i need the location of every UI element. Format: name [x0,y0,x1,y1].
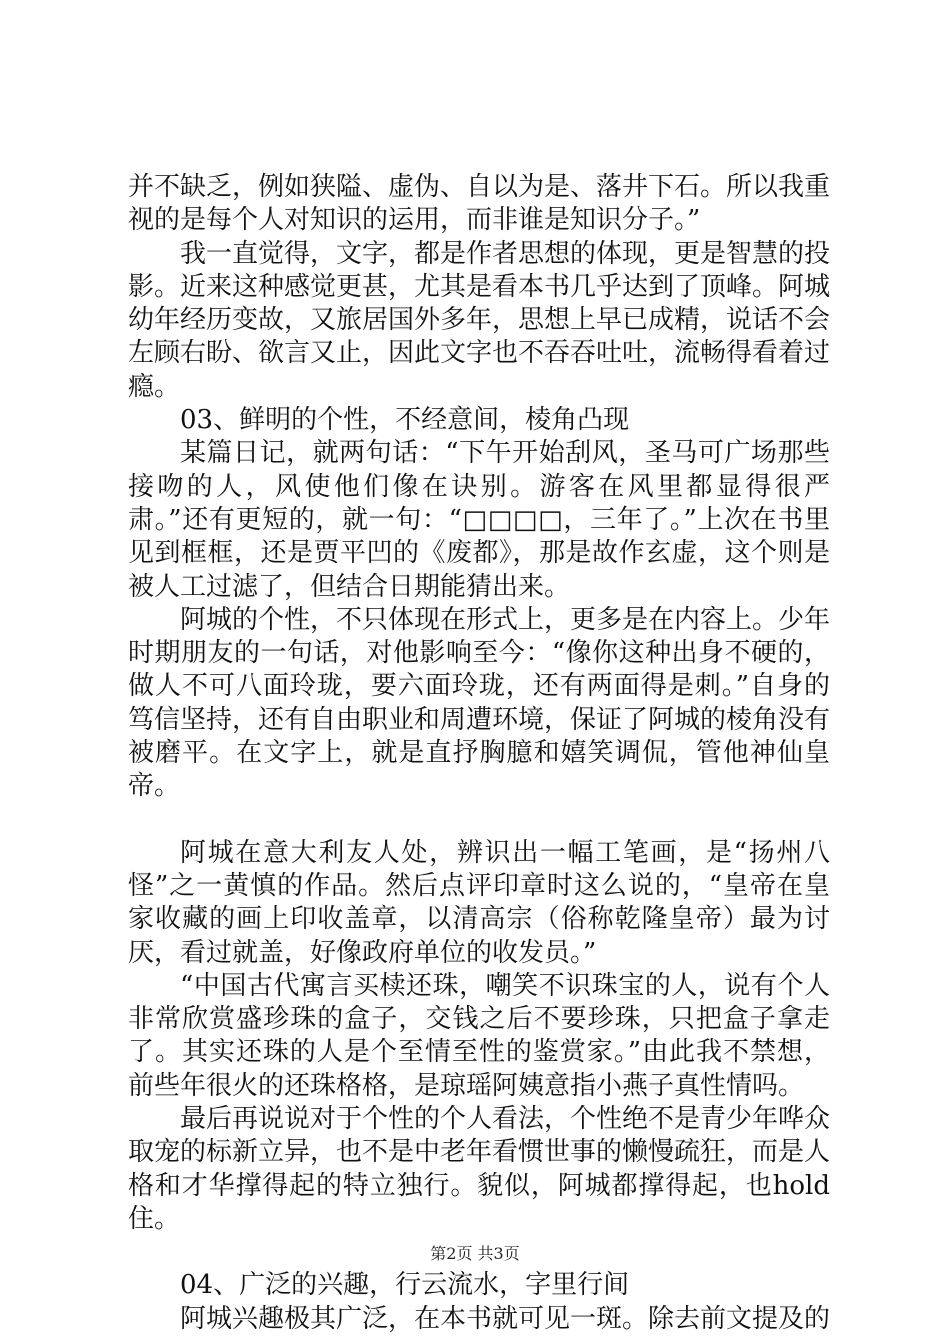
paragraph-continuation: 并不缺乏，例如狭隘、虚伪、自以为是、落井下石。所以我重视的是每个人对知识的运用，而非谁是知识分子。” [128,172,831,236]
paragraph-fable: “中国古代寓言买椟还珠，嘲笑不识珠宝的人，说有个人非常欣赏盛珍珠的盒子，交钱之后不要珍珠，只把盒子拿走了。其实还珠的人是个至情至性的鉴赏家。”由此我不禁想，前些年很火的还珠格格，是琼瑶阿姨意指小燕子真性情吗。 [128,970,830,1101]
document-body [128,171,830,1336]
paragraph-diary: 某篇日记，就两句话：“下午开始刮风，圣马可广场那些接吻的人，风使他们像在诀别。游客在风里都显得很严肃。”还有更短的，就一句：“□□□□，三年了。”上次在书里见到框框，还是贾平凹的《废都》，那是故作玄虚，这个则是被人工过滤了，但结合日期能猜出来。 [128,438,830,602]
paragraph-interests: 阿城兴趣极其广泛，在本书就可见一斑。除去前文提及的 [180,1303,831,1334]
paragraph-writing-reflection: 我一直觉得，文字，都是作者思想的体现，更是智慧的投影。近来这种感觉更甚，尤其是看本书几乎达到了顶峰。阿城幼年经历变故，又旅居国外多年，思想上早已成精，说话不会左顾右盼、欲言又止，因此文字也不吞吞吐吐，流畅得看着过瘾。 [128,238,831,402]
paragraph-painting: 阿城在意大利友人处，辨识出一幅工笔画，是“扬州八怪”之一黄慎的作品。然后点评印章时这么说的，“皇帝在皇家收藏的画上印收盖章，以清高宗（俗称乾隆皇帝）最为讨厌，看过就盖，好像政府单位的收发员。” [128,837,830,968]
paragraph-personality: 阿城的个性，不只体现在形式上，更多是在内容上。少年时期朋友的一句话，对他影响至今：“像你这种出身不硬的，做人不可八面玲珑，要六面玲珑，还有两面得是刺。”自身的笃信坚持，还有自由职业和周遭环境，保证了阿城的棱角没有被磨平。在文字上，就是直抒胸臆和嬉笑调侃，管他神仙皇帝。 [128,604,831,802]
page-number-footer: 第2页 共3页 [430,1244,520,1263]
paragraph-conclusion: 最后再说说对于个性的个人看法，个性绝不是青少年哗众取宠的标新立异，也不是中老年看惯世事的懒慢疏狂，而是人格和才华撑得起的特立独行。貌似，阿城都撑得起，也hold住。 [128,1104,831,1234]
section-heading-04: 04、广泛的兴趣，行云流水，字里行间 [180,1270,630,1301]
section-heading-03: 03、鲜明的个性，不经意间，棱角凸现 [180,405,630,436]
